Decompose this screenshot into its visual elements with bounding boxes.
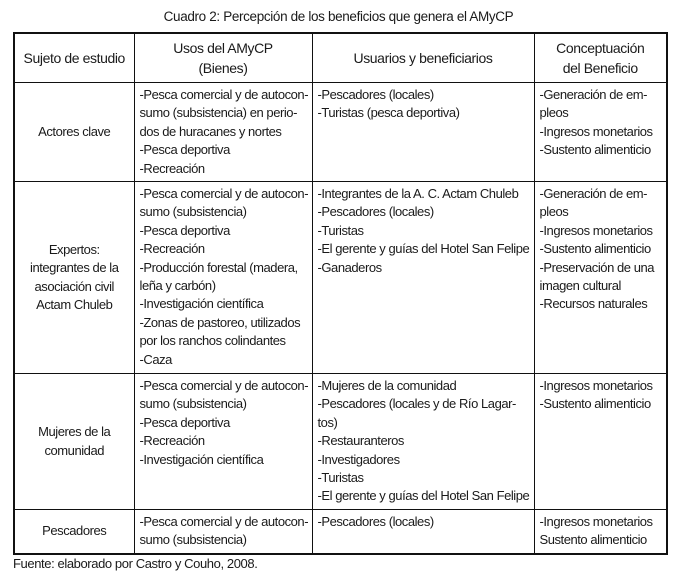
cell-line: sumo (subsistencia) (139, 396, 247, 412)
cell-line: leña y carbón) (139, 278, 216, 294)
cell-beneficio (534, 182, 667, 374)
cell-subject (14, 374, 134, 510)
cell-line: por los ranchos colindantes (139, 333, 286, 349)
cell-line: -Pesca comercial y de autocon- (139, 514, 309, 530)
table-row (14, 510, 667, 554)
cell-line: -Pescadores (locales) (317, 87, 434, 102)
cell-line: -Recreación (139, 433, 205, 449)
header-line: Conceptuación (556, 40, 645, 56)
cell-line: -Caza (139, 351, 172, 367)
cell-usuarios (312, 374, 534, 510)
cell-line: -Recreación (139, 160, 205, 176)
cell-line: -Pesca comercial y de autocon- (139, 378, 309, 394)
cell-line: -Ingresos monetarios (539, 514, 653, 530)
header-usuarios (312, 33, 534, 83)
cell-line: Sustento alimenticio (539, 532, 647, 548)
cell-line: -Turistas (317, 470, 364, 486)
cell-line: -Generación de em- (539, 87, 648, 102)
cell-line: -Pesca comercial y de autocon- (139, 87, 309, 102)
cell-line: -El gerente y guías del Hotel San Felipe (317, 241, 530, 257)
table-caption: Cuadro 2: Percepción de los beneficios que genera el AMyCP (163, 9, 514, 24)
table-row (14, 182, 667, 374)
cell-line: comunidad (44, 442, 105, 458)
cell-line: -Pescadores (locales y de Río Lagar- (317, 396, 516, 412)
cell-line: -Ganaderos (317, 259, 382, 275)
header-line: Usuarios y beneficiarios (353, 50, 493, 66)
cell-line: asociación civil (34, 278, 114, 294)
cell-usuarios (312, 182, 534, 374)
cell-line: -Integrantes de la A. C. Actam Chuleb (317, 186, 519, 202)
source-note: Fuente: elaborado por Castro y Couho, 2008. (13, 556, 258, 571)
cell-line: -Pesca deportiva (139, 222, 230, 238)
cell-line: -Pescadores (locales) (317, 204, 434, 220)
cell-line: -Pescadores (locales) (317, 514, 434, 530)
cell-line: -Sustento alimenticio (539, 241, 651, 257)
cell-line: -Turistas (pesca deportiva) (317, 105, 460, 121)
cell-line: -Sustento alimenticio (539, 142, 651, 158)
header-line: Sujeto de estudio (23, 50, 125, 66)
cell-line: integrantes de la (30, 260, 119, 276)
cell-line: pleos (539, 204, 569, 220)
cell-subject (14, 83, 134, 182)
header-sujeto (14, 33, 134, 83)
header-line: del Beneficio (562, 60, 638, 76)
cell-line: -Ingresos monetarios (539, 378, 653, 394)
cell-subject (14, 182, 134, 374)
cell-line: -Generación de em- (539, 186, 648, 202)
cell-line: -Mujeres de la comunidad (317, 378, 457, 394)
cell-line: -El gerente y guías del Hotel San Felipe (317, 488, 530, 504)
cell-usos (134, 83, 312, 182)
cell-line: -Preservación de una (539, 259, 655, 275)
cell-line: -Turistas (317, 222, 364, 238)
cell-usos (134, 182, 312, 374)
cell-line: sumo (subsistencia) en perio- (139, 105, 297, 121)
cell-line: -Recursos naturales (539, 296, 648, 312)
cell-line: Actores clave (38, 123, 111, 139)
cell-usos (134, 510, 312, 554)
cell-line: -Sustento alimenticio (539, 396, 651, 412)
cell-line: imagen cultural (539, 278, 621, 294)
cell-line: Actam Chuleb (36, 296, 113, 312)
table-row (14, 374, 667, 510)
cell-line: -Ingresos monetarios (539, 222, 653, 238)
cell-line: -Zonas de pastoreo, utilizados (139, 314, 301, 330)
cell-line: -Investigadores (317, 451, 400, 467)
cell-line: -Restauranteros (317, 433, 404, 449)
cell-line: sumo (subsistencia) (139, 532, 247, 548)
cell-line: tos) (317, 414, 338, 430)
benefits-table (13, 32, 668, 555)
cell-line: Expertos: (48, 241, 100, 257)
cell-line: Pescadores (42, 523, 107, 539)
cell-usuarios (312, 83, 534, 182)
cell-usuarios (312, 510, 534, 554)
cell-line: -Investigación científica (139, 296, 264, 312)
cell-usos (134, 374, 312, 510)
cell-line: -Pesca deportiva (139, 142, 230, 158)
cell-line: -Producción forestal (madera, (139, 259, 298, 275)
cell-subject (14, 510, 134, 554)
cell-line: -Investigación científica (139, 451, 264, 467)
cell-line: Mujeres de la (38, 424, 111, 440)
cell-line: -Pesca comercial y de autocon- (139, 186, 309, 202)
cell-beneficio (534, 374, 667, 510)
header-line: Usos del AMyCP (173, 40, 273, 56)
table-row (14, 83, 667, 182)
header-row (14, 33, 667, 83)
header-line: (Bienes) (198, 60, 248, 76)
header-beneficio (534, 33, 667, 83)
cell-beneficio (534, 510, 667, 554)
cell-line: -Ingresos monetarios (539, 123, 653, 139)
header-usos (134, 33, 312, 83)
cell-line: sumo (subsistencia) (139, 204, 247, 220)
cell-line: -Recreación (139, 241, 205, 257)
cell-line: pleos (539, 105, 569, 121)
cell-line: dos de huracanes y nortes (139, 123, 282, 139)
cell-beneficio (534, 83, 667, 182)
cell-line: -Pesca deportiva (139, 414, 230, 430)
